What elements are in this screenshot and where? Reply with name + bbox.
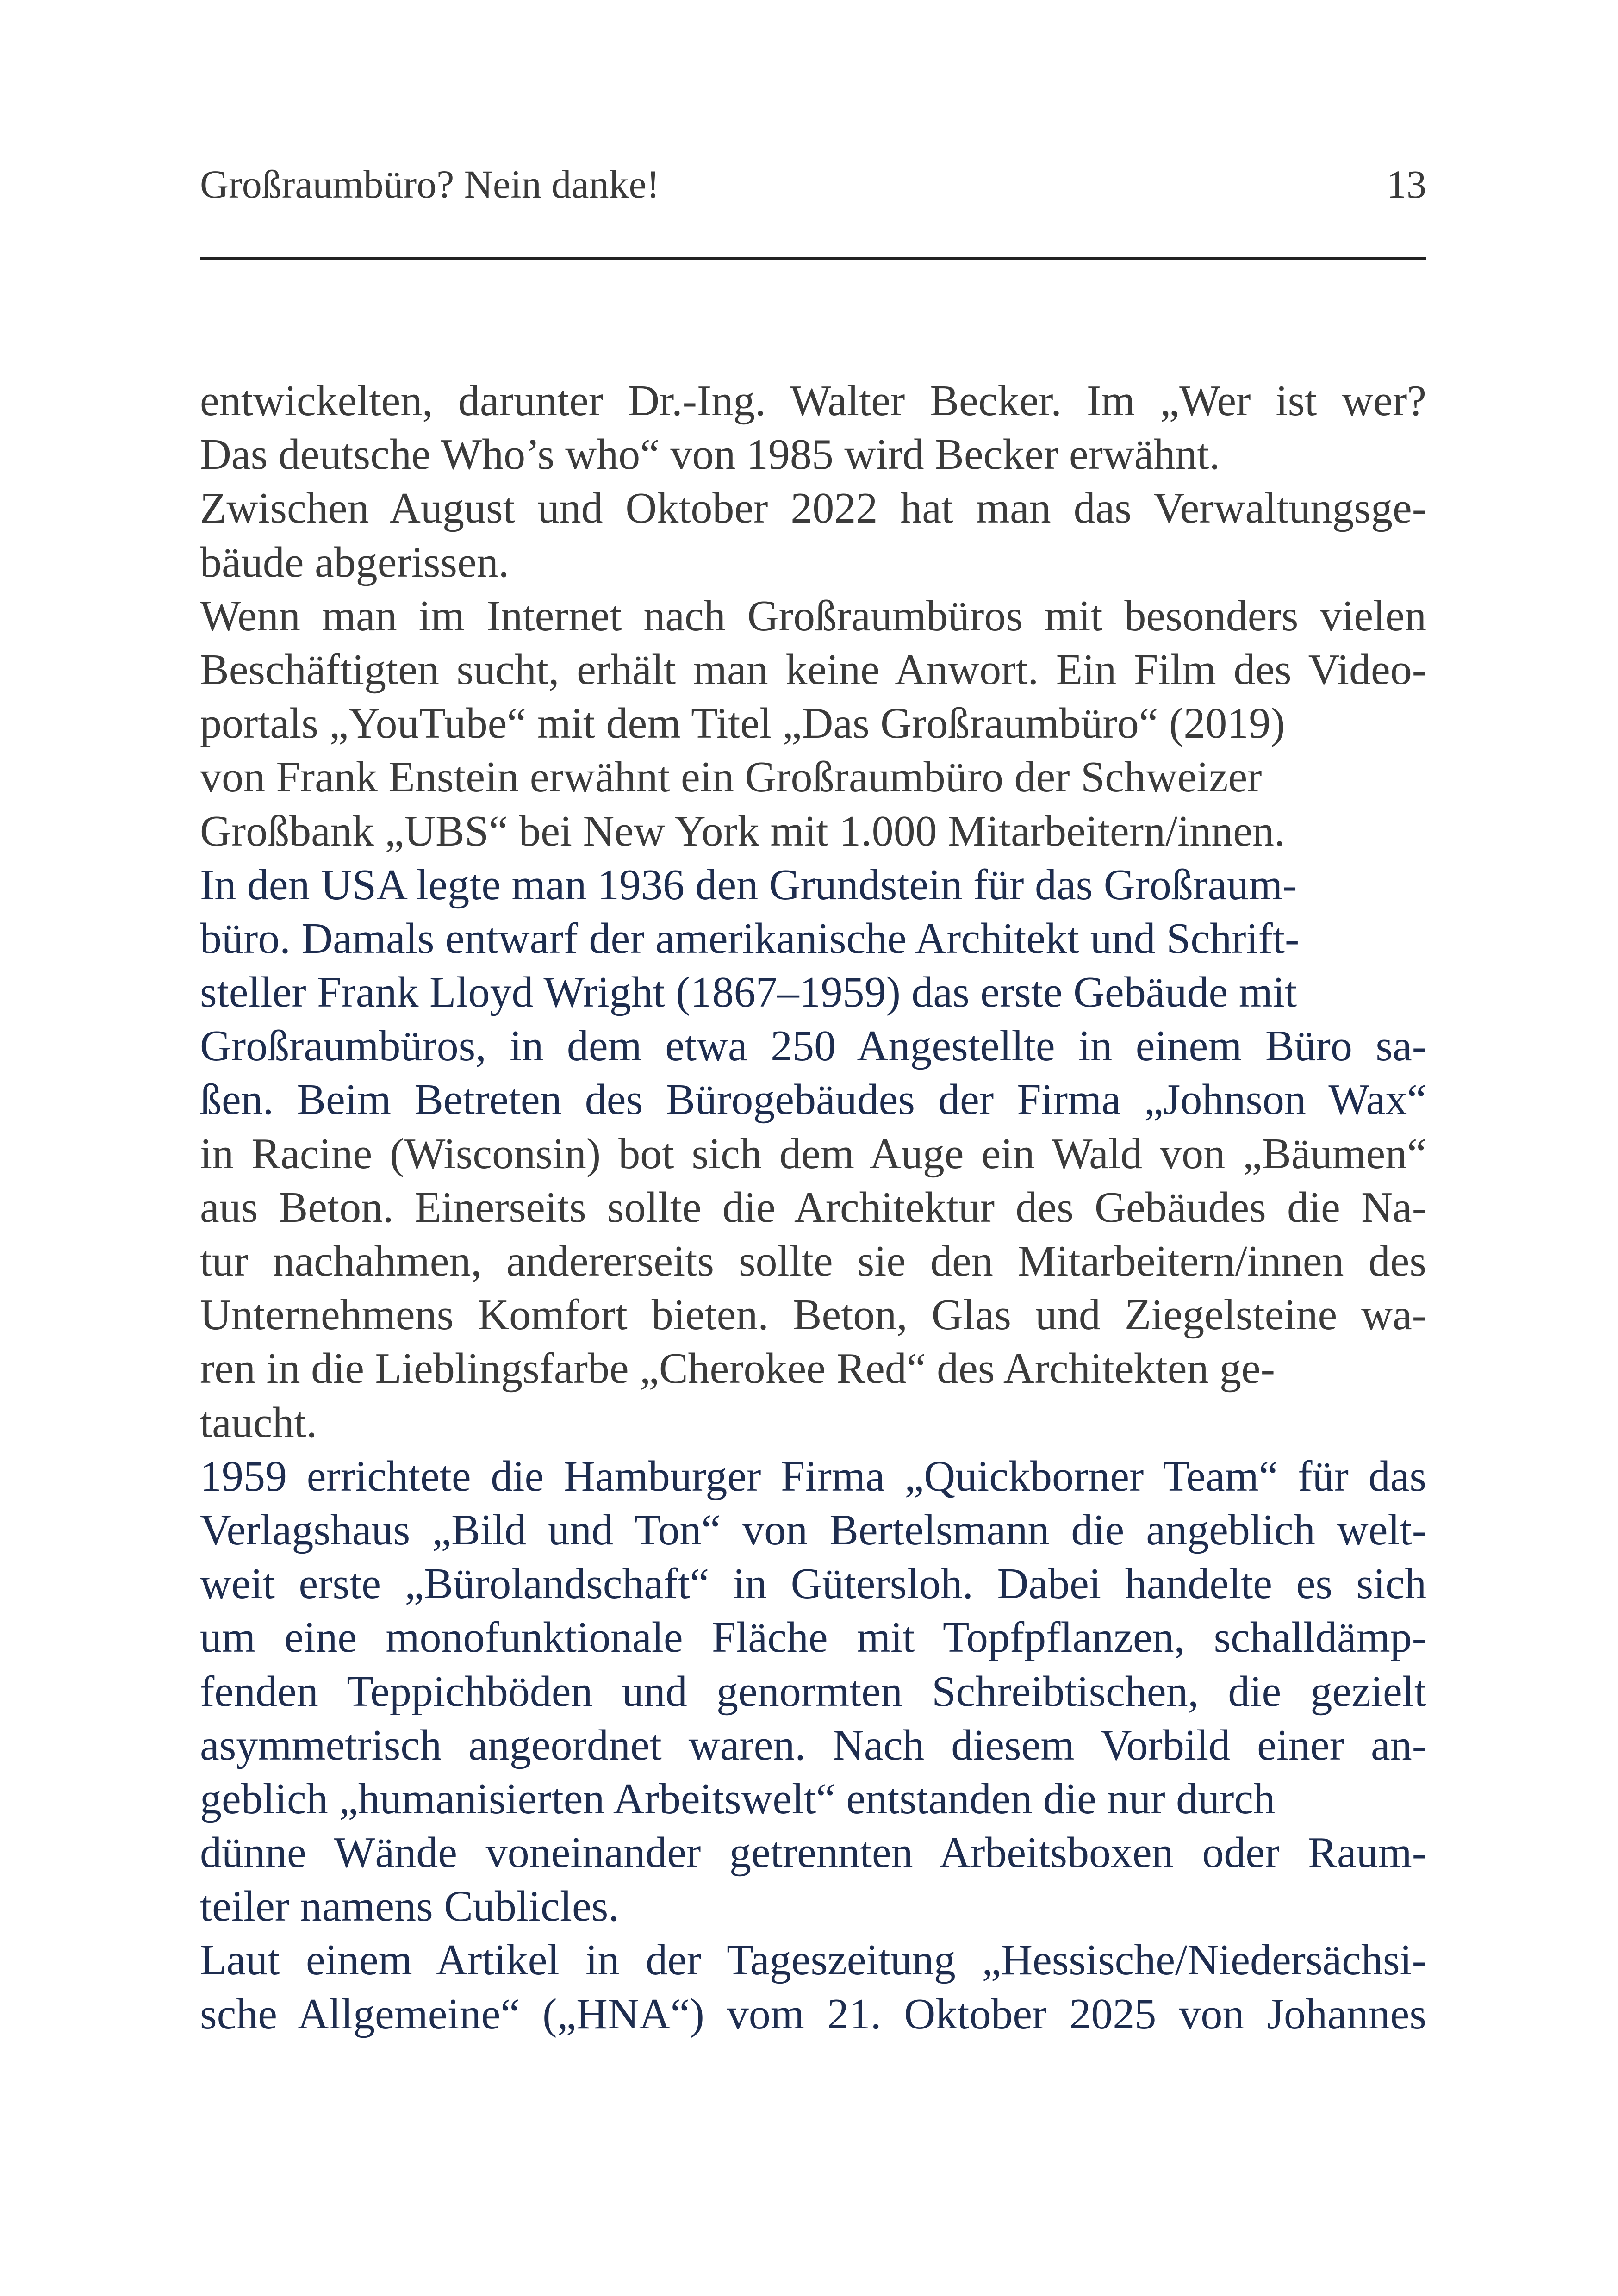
text-line: bäude abgerissen. [200, 538, 510, 586]
text-line: ren in die Lieblingsfarbe „Cherokee Red“ des Architekten ge- [200, 1344, 1275, 1393]
text-line: sche Allgemeine“ („HNA“) vom 21. Oktober 2025 von Johannes [200, 1990, 1426, 2038]
text-line: dünne Wände voneinander getrennten Arbeitsboxen oder Raum- [200, 1829, 1426, 1877]
text-line: tur nachahmen, andererseits sollte sie den Mitarbeitern/innen des [200, 1237, 1426, 1285]
text-line: um eine monofunktionale Fläche mit Topfpflanzen, schalldämp- [200, 1613, 1426, 1662]
text-line: In den USA legte man 1936 den Grundstein für das Großraum- [200, 860, 1297, 909]
text-line: asymmetrisch angeordnet waren. Nach diesem Vorbild einer an- [200, 1721, 1426, 1769]
text-line: Großbank „UBS“ bei New York mit 1.000 Mitarbeitern/innen. [200, 807, 1285, 855]
running-title: Großraumbüro? Nein danke! [200, 162, 660, 206]
text-line: von Frank Enstein erwähnt ein Großraumbüro der Schweizer [200, 753, 1262, 802]
text-line: Unternehmens Komfort bieten. Beton, Glas und Ziegelsteine wa- [200, 1291, 1426, 1339]
text-line: steller Frank Lloyd Wright (1867–1959) das erste Gebäude mit [200, 968, 1297, 1017]
text-line: Laut einem Artikel in der Tageszeitung „Hessische/Niedersächsi- [200, 1936, 1426, 1985]
text-line: entwickelten, darunter Dr.-Ing. Walter Becker. Im „Wer ist wer? [200, 377, 1426, 425]
page-number: 13 [1387, 162, 1426, 206]
text-line: in Racine (Wisconsin) bot sich dem Auge ein Wald von „Bäumen“ [200, 1129, 1426, 1178]
text-line: geblich „humanisierten Arbeitswelt“ entstanden die nur durch [200, 1774, 1276, 1823]
text-line: Verlagshaus „Bild und Ton“ von Bertelsmann die angeblich welt- [200, 1506, 1426, 1554]
body-text [200, 374, 1450, 2041]
text-line: Beschäftigten sucht, erhält man keine Anwort. Ein Film des Video- [200, 645, 1426, 694]
text-line: portals „YouTube“ mit dem Titel „Das Großraumbüro“ (2019) [200, 699, 1285, 748]
text-line: Zwischen August und Oktober 2022 hat man das Verwaltungsge- [200, 484, 1426, 533]
text-line: weit erste „Bürolandschaft“ in Gütersloh. Dabei handelte es sich [200, 1560, 1426, 1608]
text-line: Das deutsche Who’s who“ von 1985 wird Becker erwähnt. [200, 430, 1220, 479]
text-line: aus Beton. Einerseits sollte die Architektur des Gebäudes die Na- [200, 1183, 1426, 1232]
text-line: teiler namens Cublicles. [200, 1882, 619, 1931]
text-line: Wenn man im Internet nach Großraumbüros mit besonders vielen [200, 591, 1426, 640]
text-line: fenden Teppichböden und genormten Schreibtischen, die gezielt [200, 1667, 1426, 1716]
header-rule [200, 257, 1426, 260]
page-header [200, 161, 1426, 207]
text-line: ßen. Beim Betreten des Bürogebäudes der Firma „Johnson Wax“ [200, 1076, 1426, 1124]
text-line: Großraumbüros, in dem etwa 250 Angestellte in einem Büro sa- [200, 1022, 1426, 1070]
text-line: büro. Damals entwarf der amerikanische Architekt und Schrift- [200, 914, 1300, 963]
text-line: taucht. [200, 1398, 317, 1447]
text-line: 1959 errichtete die Hamburger Firma „Quickborner Team“ für das [200, 1452, 1426, 1500]
